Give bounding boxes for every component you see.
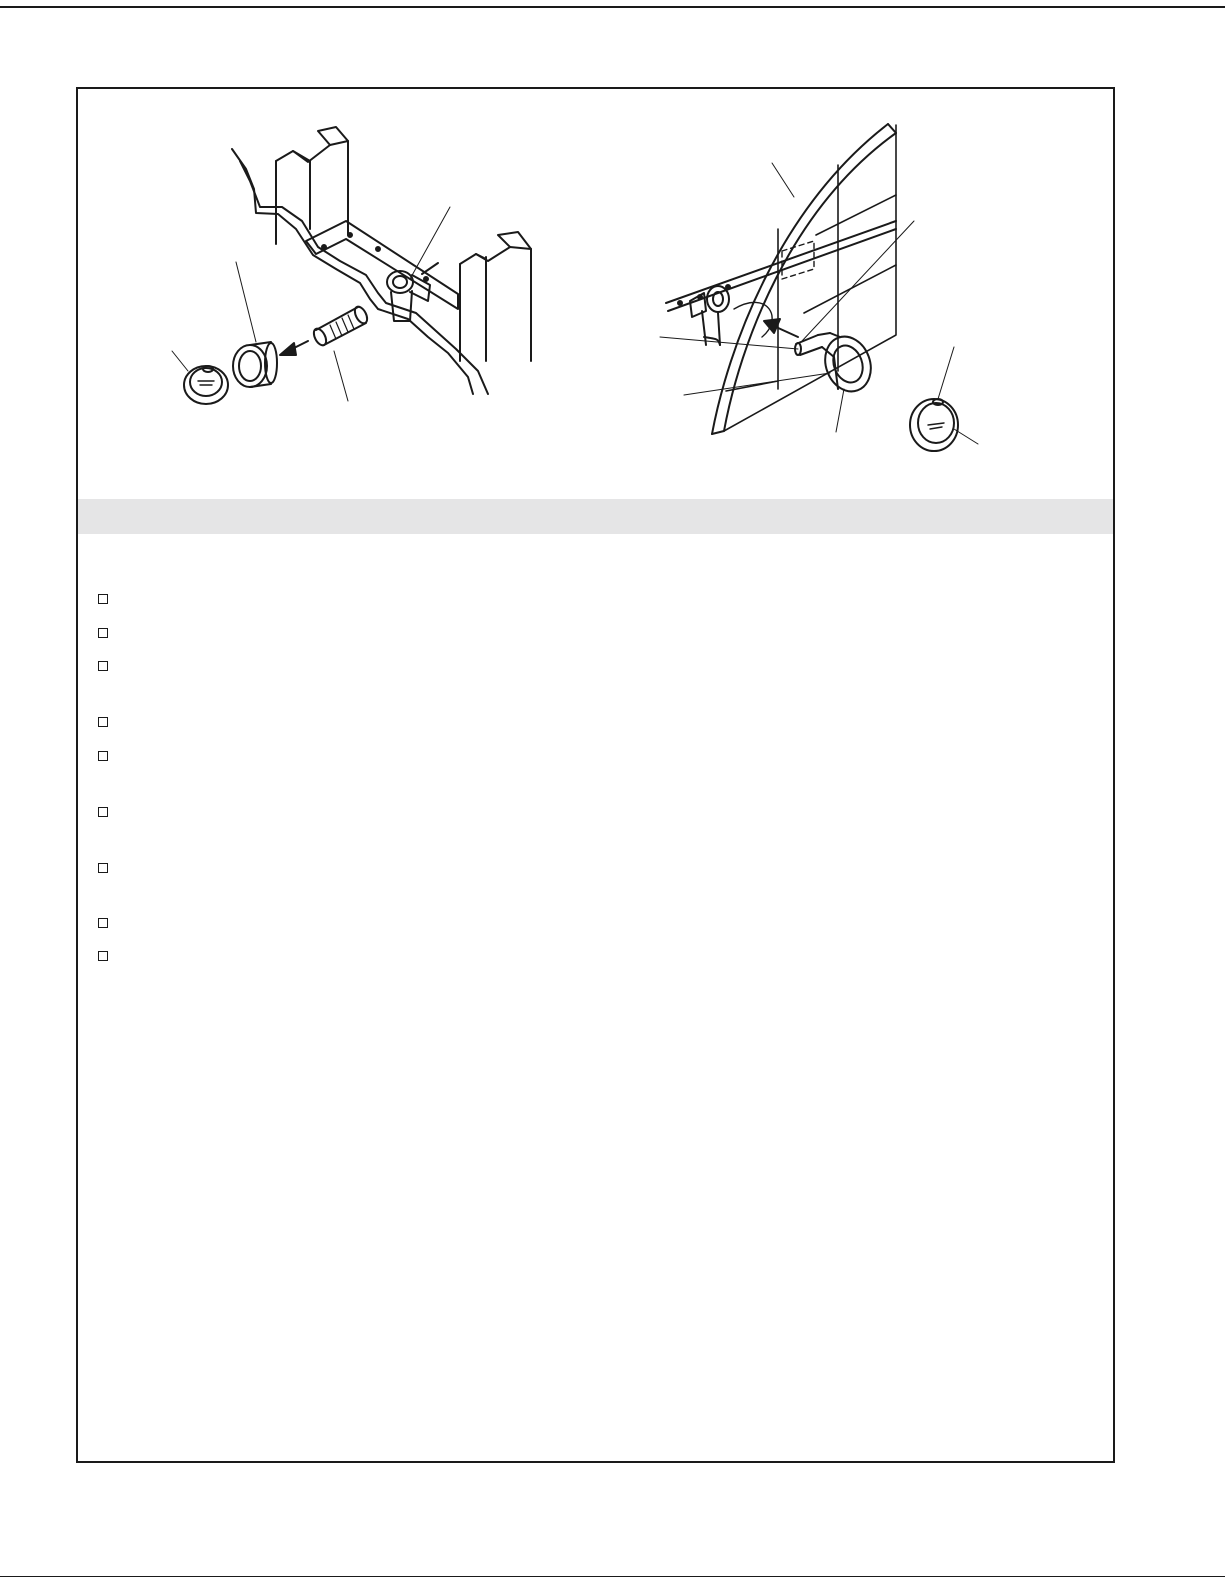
leader-adapter: [236, 262, 256, 342]
leader-threaded: [802, 221, 914, 341]
flush-button-right: [910, 399, 958, 451]
right-illustration-install: [660, 124, 978, 451]
elbow-right: [690, 286, 729, 345]
install-arrow: [764, 319, 798, 337]
leader-button-side: [954, 429, 978, 444]
pipe-nipple: [311, 305, 369, 348]
checkbox-icon[interactable]: [98, 717, 108, 727]
section-header-band: [78, 499, 1113, 534]
leader-panel: [772, 163, 794, 197]
left-illustration-removal: [172, 127, 531, 404]
checkbox-icon[interactable]: [98, 951, 108, 961]
checkbox-icon[interactable]: [98, 628, 108, 638]
checkbox-icon[interactable]: [98, 594, 108, 604]
threaded-adapter: [795, 330, 878, 398]
checkbox-icon[interactable]: [98, 863, 108, 873]
checkbox-icon[interactable]: [98, 918, 108, 928]
bottom-rule: [0, 1576, 1225, 1577]
leader-button-top: [938, 347, 954, 399]
adapter-fitting: [233, 342, 277, 387]
leader-nipple: [334, 351, 348, 401]
leader-button: [172, 351, 188, 371]
removal-arrow: [280, 341, 308, 355]
checkbox-icon[interactable]: [98, 807, 108, 817]
checkbox-icon[interactable]: [98, 751, 108, 761]
wall-bracket-right: [666, 221, 896, 311]
leader-adapter-bottom: [836, 389, 844, 432]
right-stud: [460, 232, 531, 361]
flush-button: [184, 366, 228, 404]
checkbox-icon[interactable]: [98, 661, 108, 671]
top-rule: [0, 6, 1225, 8]
installation-illustrations: [78, 89, 1113, 499]
content-frame: [76, 87, 1115, 1463]
wall-cutout: [232, 149, 488, 394]
